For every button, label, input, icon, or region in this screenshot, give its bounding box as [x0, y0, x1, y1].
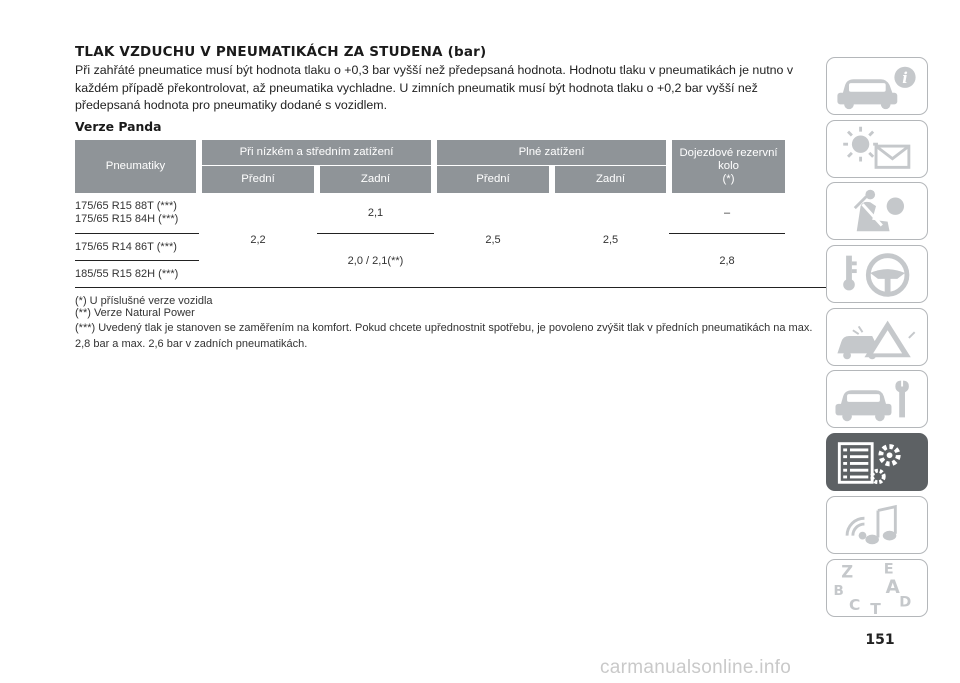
manual-page-content — [75, 44, 817, 353]
header-full-load: Plné zatížení — [434, 140, 669, 166]
car-maintenance-icon — [827, 371, 927, 427]
footnote: (***) Uvedený tlak je stanoven se zaměřením na komfort. Pokud chcete upřednostnit spotřebu, je povoleno zvýšit tlak v předních pneumatikách na max. 2,8 bar a max. 2,6 bar v zadních pneumatikách. — [75, 321, 813, 351]
version-subtitle: Verze Panda — [75, 118, 162, 134]
watermark: carmanualsonline.info — [600, 657, 792, 678]
header-tyres: Pneumatiky — [75, 140, 199, 193]
value-spare: – — [669, 193, 785, 234]
alphabetical-index-icon — [827, 560, 927, 616]
chapter-tabs — [826, 57, 930, 621]
header-spare-line1: Dojezdové rezervní — [679, 146, 778, 159]
tab-technical-data[interactable] — [826, 433, 928, 491]
header-low-load: Při nízkém a středním zatížení — [199, 140, 434, 166]
footnotes — [75, 295, 817, 353]
table-row — [75, 193, 917, 234]
technical-data-icon — [827, 434, 927, 490]
value-spare: 2,8 — [719, 254, 735, 267]
index-letter: A — [885, 576, 900, 598]
header-spare-line3: (*) — [722, 172, 735, 185]
tab-car-info[interactable] — [826, 57, 928, 115]
header-front-full: Přední — [434, 166, 552, 193]
tyre-size: 175/65 R15 84H (***) — [75, 212, 179, 225]
index-letter: E — [883, 561, 894, 578]
section-title: TLAK VZDUCHU V PNEUMATIKÁCH ZA STUDENA (bar) — [75, 44, 487, 60]
footnote: (**) Verze Natural Power — [75, 307, 195, 320]
tyre-size-cell — [75, 193, 199, 234]
header-rear-low: Zadní — [317, 166, 434, 193]
header-spare-line2: kolo — [718, 159, 739, 172]
index-letter: D — [899, 593, 912, 610]
tab-multimedia[interactable] — [826, 496, 928, 554]
tyre-size: 175/65 R14 86T (***) — [75, 234, 199, 261]
tab-warning-lights[interactable] — [826, 120, 928, 178]
tab-emergency[interactable] — [826, 308, 928, 366]
value-full-rear: 2,5 — [602, 233, 619, 246]
tab-starting-driving[interactable] — [826, 245, 928, 303]
value-low-rear: 2,1 — [317, 193, 434, 234]
table-subheader-row — [75, 166, 917, 193]
intro-paragraph: Při zahřáté pneumatice musí být hodnota tlaku o +0,3 bar vyšší než předepsaná hodnota. Hodnotu tlaku v pneumatikách je nutno v každém případě překontrolovat, až pneumatika vychladne. U zimních pneumatik musí být hodnota tlaku o +0,2 bar vyšší než předepsaná hodnota pro pneumatiky dodané s vozidlem. — [75, 63, 794, 112]
table-header-row — [75, 140, 917, 166]
warning-lights-icon — [827, 121, 927, 177]
index-letter: C — [849, 595, 861, 614]
page-number: 151 — [865, 632, 895, 648]
tyre-pressure-table — [75, 140, 917, 289]
key-steering-wheel-icon — [827, 246, 927, 302]
tab-safety[interactable] — [826, 182, 928, 240]
multimedia-icon — [827, 497, 927, 553]
car-info-icon — [827, 58, 927, 114]
value-full-front: 2,5 — [485, 233, 501, 246]
tab-maintenance[interactable] — [826, 370, 928, 428]
tab-index[interactable] — [826, 559, 928, 617]
tyre-size: 175/65 R15 88T (***) — [75, 200, 177, 213]
footnote: (*) U příslušné verze vozidla — [75, 294, 213, 307]
value-low-front: 2,2 — [250, 233, 266, 246]
index-letter: Z — [841, 561, 854, 581]
value-low-rear: 2,0 / 2,1(**) — [347, 254, 404, 267]
svg-text:i: i — [902, 70, 908, 88]
tyre-size: 185/55 R15 82H (***) — [75, 268, 179, 280]
index-letter: B — [833, 582, 844, 599]
header-rear-full: Zadní — [552, 166, 669, 193]
car-emergency-icon — [827, 309, 927, 365]
header-spare-wheel — [669, 140, 785, 193]
index-letter: T — [870, 599, 881, 616]
airbag-seat-icon — [827, 183, 927, 239]
header-front-low: Přední — [199, 166, 317, 193]
